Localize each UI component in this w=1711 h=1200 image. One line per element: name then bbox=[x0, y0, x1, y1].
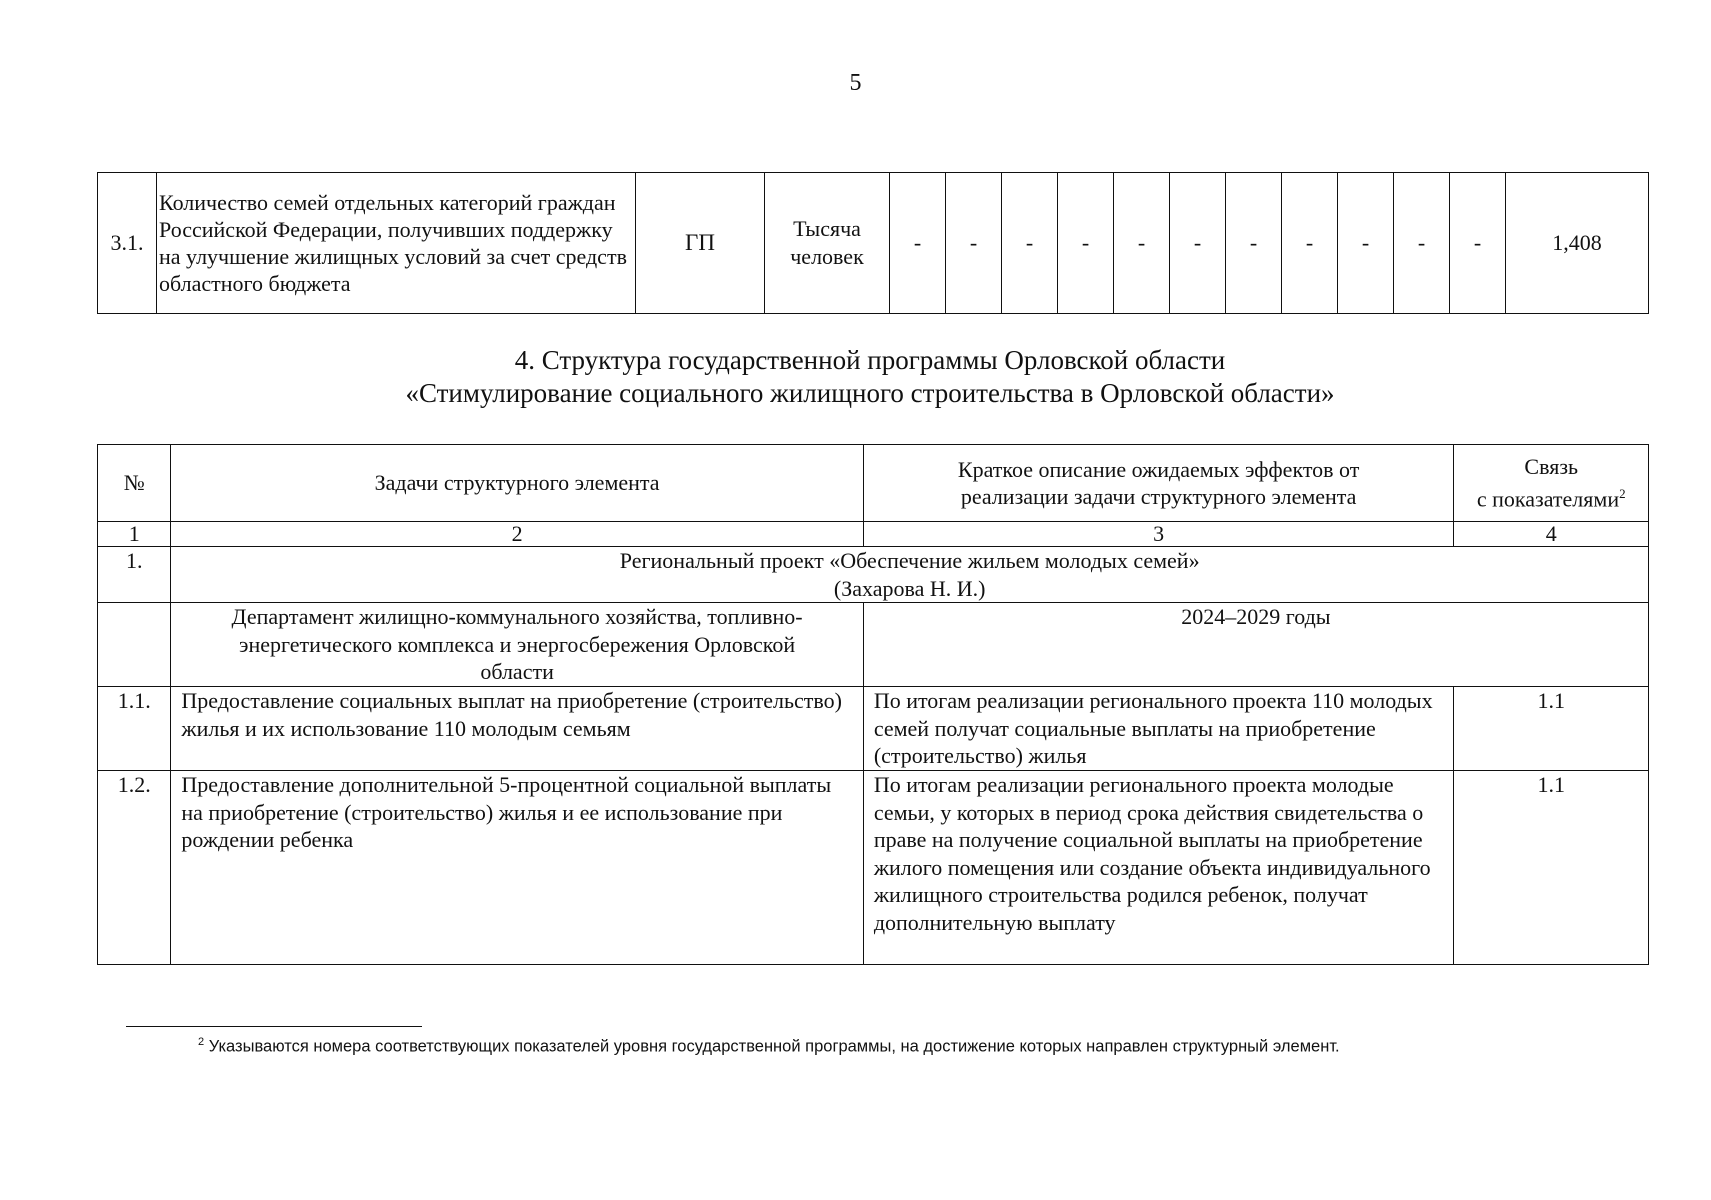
value-cell: - bbox=[1226, 173, 1282, 314]
index-cell: 4 bbox=[1454, 522, 1649, 547]
table-row bbox=[98, 687, 1649, 771]
value-cell: - bbox=[1394, 173, 1450, 314]
total-value: 1,408 bbox=[1506, 173, 1649, 314]
section-title-line-2: «Стимулирование социального жилищного строительства в Орловской области» bbox=[405, 378, 1335, 408]
task-number: 1.2. bbox=[98, 771, 171, 965]
footnote-mark: 2 bbox=[198, 1036, 205, 1048]
effect-text: По итогам реализации регионального проекта молодые семьи, у которых в период срока действия свидетельства о праве на получение социальной выплаты на приобретение жилого помещения или создание объекта индивидуального жилищного строительства родился ребенок, получат дополнительную выплату bbox=[863, 771, 1454, 965]
value-cell: - bbox=[1170, 173, 1226, 314]
unit-line-1: Тысяча bbox=[793, 216, 861, 241]
value-cell: - bbox=[1002, 173, 1058, 314]
indicator-link: 1.1 bbox=[1454, 771, 1649, 965]
structure-table bbox=[97, 444, 1649, 965]
effect-text: По итогам реализации регионального проекта 110 молодых семей получат социальные выплаты на приобретение (строительство) жилья bbox=[863, 687, 1454, 771]
unit-cell bbox=[765, 173, 890, 314]
value-cell: - bbox=[1282, 173, 1338, 314]
footnote-text: Указываются номера соответствующих показателей уровня государственной программы, на достижение которых направлен структурный элемент. bbox=[208, 1037, 1340, 1056]
value-cell: - bbox=[1114, 173, 1170, 314]
index-row bbox=[98, 522, 1649, 547]
value-cell: - bbox=[1338, 173, 1394, 314]
task-text: Предоставление дополнительной 5-процентной социальной выплаты на приобретение (строительство) жилья и ее использование при рождении ребенка bbox=[171, 771, 863, 965]
period: 2024–2029 годы bbox=[863, 603, 1648, 687]
header-link bbox=[1454, 445, 1649, 522]
page-number: 5 bbox=[849, 70, 862, 96]
project-title-cell bbox=[171, 547, 1649, 603]
task-text: Предоставление социальных выплат на приобретение (строительство) жилья и их использование 110 молодым семьям bbox=[171, 687, 863, 771]
value-cell: - bbox=[890, 173, 946, 314]
table-row bbox=[98, 771, 1649, 965]
task-number: 1.1. bbox=[98, 687, 171, 771]
value-cell: - bbox=[1058, 173, 1114, 314]
row-number: 3.1. bbox=[98, 173, 157, 314]
indicator-level: ГП bbox=[636, 173, 765, 314]
footnote-divider bbox=[126, 1026, 422, 1027]
footnote-mark: 2 bbox=[1619, 486, 1626, 502]
header-link-line-2: с показателями bbox=[1476, 486, 1620, 512]
indicator-name: Количество семей отдельных категорий граждан Российской Федерации, получивших поддержку на улучшение жилищных условий за счет средств областного бюджета bbox=[157, 173, 636, 314]
department: Департамент жилищно-коммунального хозяйства, топливно-энергетического комплекса и энергосбережения Орловской области bbox=[171, 603, 863, 687]
header-tasks: Задачи структурного элемента bbox=[171, 445, 863, 522]
header-link-line-1: Связь bbox=[1524, 453, 1579, 479]
project-number: 1. bbox=[98, 547, 171, 603]
value-cell: - bbox=[946, 173, 1002, 314]
index-cell: 1 bbox=[98, 522, 171, 547]
project-row bbox=[98, 547, 1649, 603]
project-responsible: (Захарова Н. И.) bbox=[833, 575, 986, 601]
index-cell: 3 bbox=[863, 522, 1454, 547]
index-cell: 2 bbox=[171, 522, 863, 547]
header-number: № bbox=[98, 445, 171, 522]
footnote bbox=[198, 1036, 1340, 1057]
indicator-link: 1.1 bbox=[1454, 687, 1649, 771]
header-row bbox=[98, 445, 1649, 522]
header-effects: Краткое описание ожидаемых эффектов от реализации задачи структурного элемента bbox=[863, 445, 1454, 522]
unit-line-2: человек bbox=[790, 244, 864, 269]
empty-cell bbox=[98, 603, 171, 687]
department-row bbox=[98, 603, 1649, 687]
section-title bbox=[0, 344, 1711, 410]
table-row bbox=[98, 173, 1649, 314]
project-title: Региональный проект «Обеспечение жильем молодых семей» bbox=[619, 548, 1200, 573]
indicator-table bbox=[97, 172, 1649, 314]
value-cell: - bbox=[1450, 173, 1506, 314]
section-title-line-1: 4. Структура государственной программы Орловской области bbox=[514, 345, 1226, 375]
